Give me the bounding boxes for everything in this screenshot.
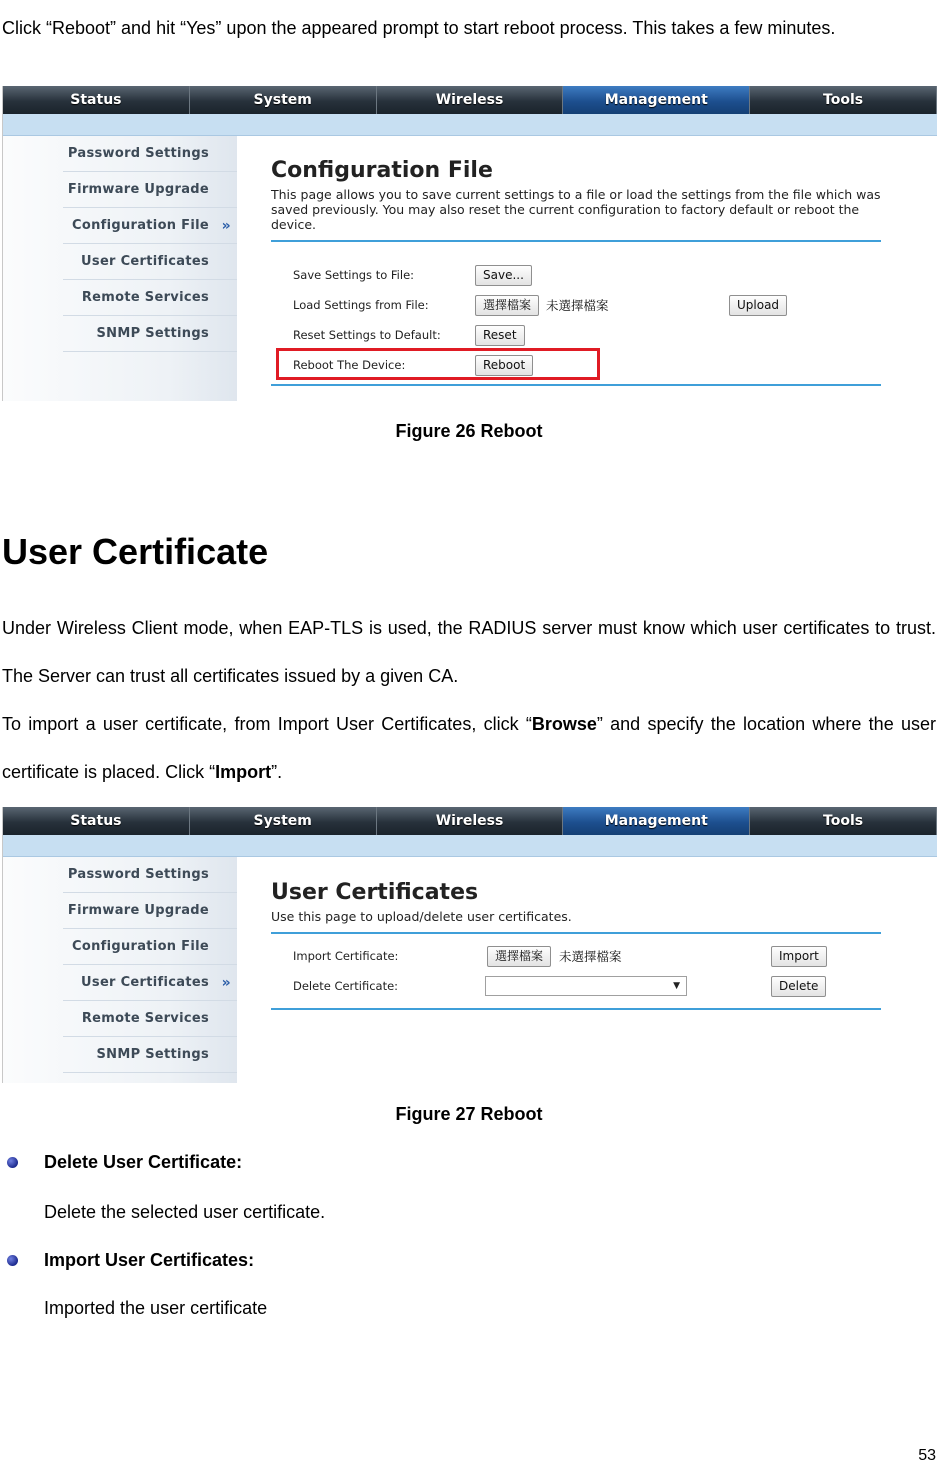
user-certificates-screenshot — [2, 807, 937, 1083]
reboot-label: Reboot The Device: — [293, 358, 406, 372]
page-number: 53 — [918, 1447, 936, 1464]
import-certificate-row — [271, 941, 881, 971]
config-file-screenshot — [2, 86, 937, 401]
sidebar-item-password-settings[interactable]: Password Settings — [63, 136, 237, 172]
section-paragraph-1: Under Wireless Client mode, when EAP-TLS is used, the RADIUS server must know which user certificates to trust. The Server can trust all certificates issued by a given CA. — [2, 618, 936, 686]
delete-certificate-row — [271, 971, 881, 1001]
panel-description-2: Use this page to upload/delete user certificates. — [271, 909, 572, 924]
para2-text-c: ” and specify the location where the user certificate is placed. Click “ — [2, 714, 936, 782]
sidebar-item-remote-services[interactable]: Remote Services — [63, 1001, 237, 1037]
file-status-text: 未選擇檔案 — [546, 298, 609, 313]
certificate-select[interactable] — [485, 976, 687, 996]
config-file-panel — [271, 158, 881, 394]
sidebar-item-configuration-file[interactable]: Configuration File — [63, 929, 237, 965]
bottom-divider-2 — [271, 1008, 881, 1010]
sidebar-item-user-certificates[interactable]: User Certificates — [63, 244, 237, 280]
sub-bar-2 — [3, 835, 937, 857]
delete-certificate-label: Delete Certificate: — [293, 979, 399, 993]
sidebar-item-remote-services[interactable]: Remote Services — [63, 280, 237, 316]
para2-browse: Browse — [531, 714, 597, 734]
choose-file-button[interactable]: 選擇檔案 — [487, 946, 551, 967]
user-certificates-panel — [271, 880, 881, 1080]
sidebar-item-user-certificates[interactable]: User Certificates » — [63, 965, 237, 1001]
bullet-icon — [7, 1157, 18, 1168]
reset-settings-label: Reset Settings to Default: — [293, 328, 441, 342]
sidebar-item-firmware-upgrade[interactable]: Firmware Upgrade — [63, 172, 237, 208]
bottom-divider — [271, 384, 881, 386]
tab-system[interactable]: System — [190, 807, 377, 835]
divider — [271, 240, 881, 242]
para2-text-a: To import a user certificate, from Import User Certificates, click “ — [2, 714, 532, 734]
load-settings-label: Load Settings from File: — [293, 298, 429, 312]
figure-27-caption: Figure 27 Reboot — [395, 1104, 543, 1124]
sidebar-item-configuration-file[interactable]: Configuration File » — [63, 208, 237, 244]
sidebar-item-password-settings[interactable]: Password Settings — [63, 857, 237, 893]
tab-management[interactable]: Management — [563, 86, 750, 114]
tab-system[interactable]: System — [190, 86, 377, 114]
upload-button[interactable]: Upload — [729, 295, 787, 316]
panel-description: This page allows you to save current settings to a file or load the settings from the file which was saved previously. You may also reset the current configuration to factory default or reboot the device. — [271, 187, 881, 232]
save-button[interactable]: Save... — [475, 265, 532, 286]
reboot-highlight-box — [276, 348, 600, 380]
bullet-icon — [7, 1255, 18, 1266]
intro-paragraph: Click “Reboot” and hit “Yes” upon the appeared prompt to start reboot process. This takes a few minutes. — [2, 18, 836, 38]
para2-import: Import — [215, 762, 272, 782]
tab-tools[interactable]: Tools — [750, 86, 937, 114]
choose-file-button[interactable]: 選擇檔案 — [475, 295, 539, 316]
figure-26-caption: Figure 26 Reboot — [395, 421, 543, 441]
sidebar — [3, 136, 237, 401]
section-paragraph-2 — [2, 700, 936, 796]
import-certificate-label: Import Certificate: — [293, 949, 399, 963]
bullet-description: Imported the user certificate — [44, 1298, 268, 1318]
tab-wireless[interactable]: Wireless — [377, 86, 564, 114]
sidebar-2 — [3, 857, 237, 1083]
reset-button[interactable]: Reset — [475, 325, 525, 346]
bullet-import — [0, 1250, 254, 1271]
bullet-title: Import User Certificates: — [44, 1250, 255, 1270]
file-status-text: 未選擇檔案 — [559, 949, 622, 964]
sidebar-item-snmp-settings[interactable]: SNMP Settings — [63, 316, 237, 352]
top-nav-2 — [3, 807, 937, 835]
tab-management[interactable]: Management — [563, 807, 750, 835]
reset-settings-row — [271, 320, 881, 350]
reboot-button[interactable]: Reboot — [475, 355, 533, 376]
panel-title: Configuration File — [271, 158, 493, 183]
bullet-description: Delete the selected user certificate. — [44, 1202, 326, 1222]
tab-tools[interactable]: Tools — [750, 807, 937, 835]
tab-status[interactable]: Status — [3, 86, 190, 114]
tab-wireless[interactable]: Wireless — [377, 807, 564, 835]
chevron-down-icon: ▼ — [673, 981, 680, 991]
bullet-delete — [0, 1152, 242, 1173]
delete-button[interactable]: Delete — [771, 976, 826, 997]
panel-title-2: User Certificates — [271, 880, 479, 905]
tab-status[interactable]: Status — [3, 807, 190, 835]
sub-bar — [3, 114, 937, 136]
divider-2 — [271, 932, 881, 934]
sidebar-item-snmp-settings[interactable]: SNMP Settings — [63, 1037, 237, 1073]
bullet-title: Delete User Certificate: — [44, 1152, 243, 1172]
para2-text-e: ”. — [271, 762, 283, 782]
save-settings-label: Save Settings to File: — [293, 268, 415, 282]
section-heading: User Certificate — [2, 531, 269, 572]
import-button[interactable]: Import — [771, 946, 827, 967]
top-nav — [3, 86, 937, 114]
sidebar-item-firmware-upgrade[interactable]: Firmware Upgrade — [63, 893, 237, 929]
save-settings-row — [271, 260, 881, 290]
load-settings-row — [271, 290, 881, 320]
